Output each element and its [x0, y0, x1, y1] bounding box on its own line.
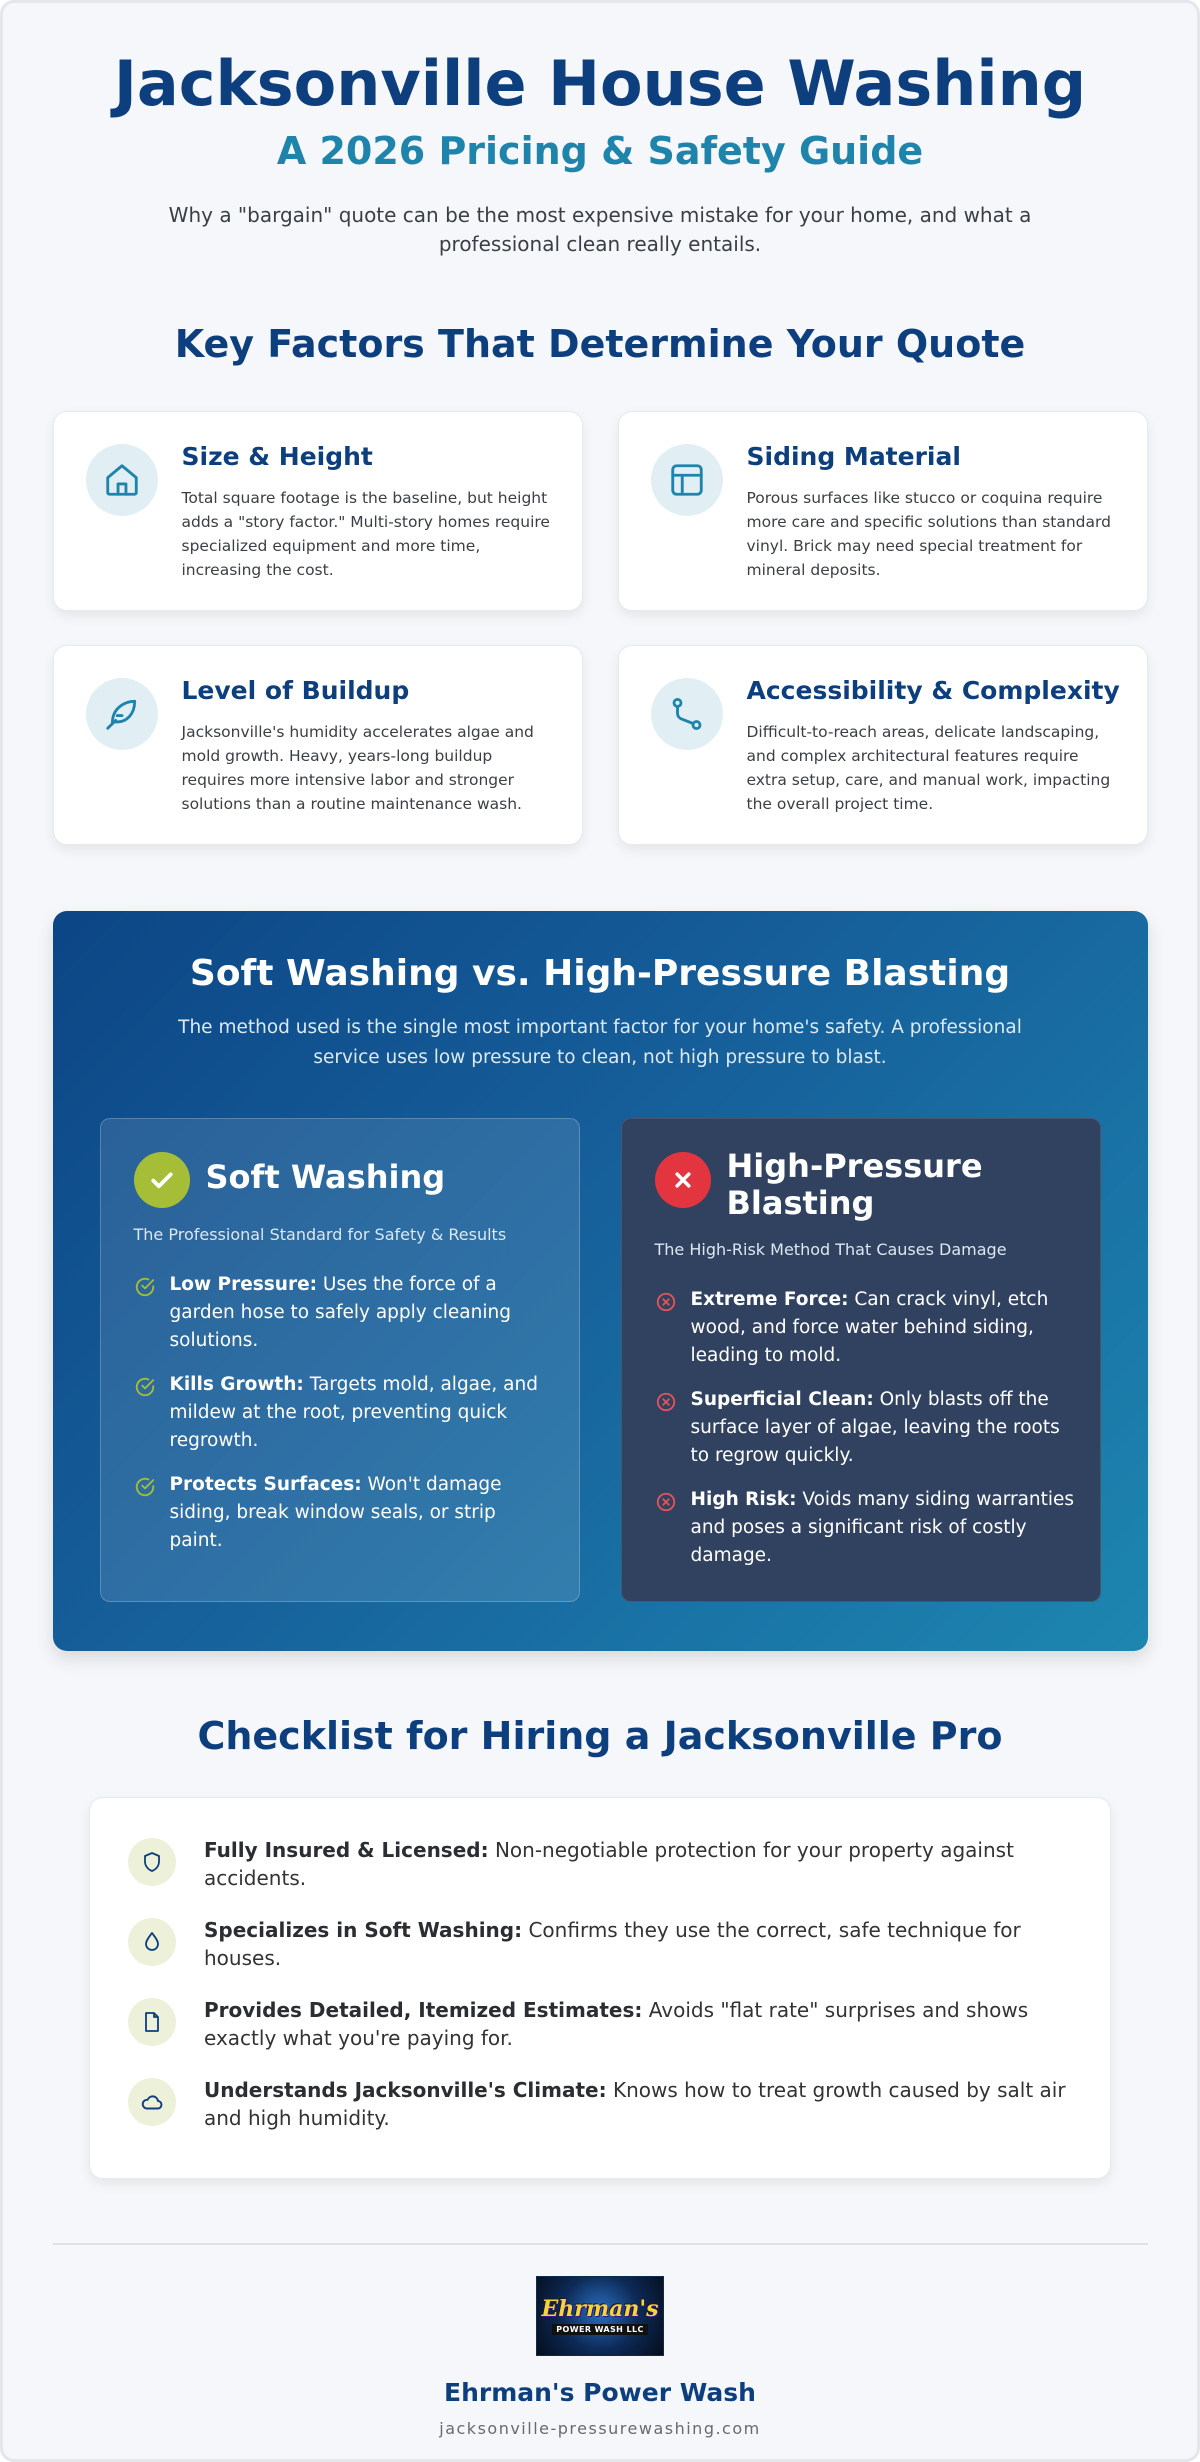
feather-icon: [86, 678, 158, 750]
factor-desc: Total square footage is the baseline, but height adds a "story factor." Multi-story homes require specialized equipment and more time, increasing the cost.: [181, 489, 550, 579]
soft-washing-subtitle: The Professional Standard for Safety & Results: [133, 1225, 507, 1244]
comparison-title: Soft Washing vs. High-Pressure Blasting: [189, 953, 1011, 994]
checklist-title: Checklist for Hiring a Jacksonville Pro: [197, 1714, 1003, 1758]
list-item: [655, 1286, 1075, 1370]
item-label: High Risk:: [690, 1489, 797, 1510]
checklist-label: Understands Jacksonville's Climate:: [204, 2078, 607, 2102]
checklist-card: [89, 1797, 1111, 2179]
soft-washing-list: [134, 1271, 554, 1571]
logo-wordmark: Ehrman's: [541, 2296, 659, 2322]
factor-desc: Jacksonville's humidity accelerates algae and mold growth. Heavy, years-long buildup requires more intensive labor and stronger solutions than a routine maintenance wash.: [181, 723, 534, 813]
website-url[interactable]: jacksonville-pressurewashing.com: [439, 2419, 761, 2438]
factor-desc: Porous surfaces like stucco or coquina require more care and specific solutions than standard vinyl. Brick may need special treatment for mineral deposits.: [746, 489, 1111, 579]
check-circle-icon: [134, 1476, 156, 1507]
item-label: Protects Surfaces:: [169, 1474, 362, 1495]
high-pressure-title: High-Pressure Blasting: [726, 1147, 983, 1222]
item-text: Targets mold, algae, and mildew at the root, preventing quick regrowth.: [169, 1374, 538, 1451]
factor-card-access: [618, 645, 1148, 845]
checklist-label: Provides Detailed, Itemized Estimates:: [204, 1998, 643, 2022]
factor-title: Size & Height: [181, 442, 373, 471]
list-item: [134, 1371, 554, 1455]
x-circle-icon: [655, 1391, 677, 1422]
factor-title: Accessibility & Complexity: [746, 676, 1120, 705]
checklist-text: Confirms they use the correct, safe technique for houses.: [204, 1918, 1021, 1970]
layout-icon: [651, 444, 723, 516]
list-item: [655, 1386, 1075, 1470]
high-pressure-subtitle: The High-Risk Method That Causes Damage: [654, 1240, 1007, 1259]
check-circle-icon: [134, 1376, 156, 1407]
item-text: Only blasts off the surface layer of algae, leaving the roots to regrow quickly.: [690, 1389, 1060, 1466]
list-item: [655, 1486, 1075, 1570]
checklist-item: [128, 1996, 1070, 2052]
checklist-text: Knows how to treat growth caused by salt air and high humidity.: [204, 2078, 1066, 2130]
footer-divider: [53, 2243, 1148, 2245]
factors-grid: [53, 411, 1148, 846]
soft-washing-title: Soft Washing: [205, 1158, 446, 1196]
factor-title: Siding Material: [746, 442, 961, 471]
item-text: Won't damage siding, break window seals, or strip paint.: [169, 1474, 502, 1551]
checkmark-icon: [134, 1152, 190, 1208]
page-subtitle: A 2026 Pricing & Safety Guide: [276, 129, 924, 173]
factor-desc: Difficult-to-reach areas, delicate landscaping, and complex architectural features require extra setup, care, and manual work, impacting the overall project time.: [746, 723, 1111, 813]
factor-card-size: [53, 411, 583, 611]
comparison-desc: The method used is the single most important factor for your home's safety. A professional service uses low pressure to clean, not high pressure to blast.: [178, 1017, 1022, 1068]
item-text: Can crack vinyl, etch wood, and force water behind siding, leading to mold.: [690, 1289, 1049, 1366]
intro-text: Why a "bargain" quote can be the most expensive mistake for your home, and what a professional clean really entails.: [168, 203, 1032, 256]
droplet-icon: [128, 1918, 176, 1966]
factor-title: Level of Buildup: [181, 676, 410, 705]
cloud-icon: [128, 2078, 176, 2126]
item-text: Voids many siding warranties and poses a significant risk of costly damage.: [690, 1489, 1075, 1566]
x-mark-icon: [655, 1152, 711, 1208]
item-label: Extreme Force:: [690, 1289, 849, 1310]
checklist-item: [128, 2076, 1070, 2132]
item-text: Uses the force of a garden hose to safely apply cleaning solutions.: [169, 1274, 511, 1351]
high-pressure-list: [655, 1286, 1075, 1586]
checklist-text: Non-negotiable protection for your property against accidents.: [204, 1838, 1014, 1890]
list-item: [134, 1471, 554, 1555]
checklist-item: [128, 1836, 1070, 1892]
footer: [3, 2276, 1197, 2438]
header: [3, 3, 1197, 259]
soft-washing-panel: [100, 1118, 580, 1602]
logo-subtext: POWER WASH LLC: [552, 2324, 647, 2335]
x-circle-icon: [655, 1491, 677, 1522]
checklist-item: [128, 1916, 1070, 1972]
route-icon: [651, 678, 723, 750]
x-circle-icon: [655, 1291, 677, 1322]
factors-title: Key Factors That Determine Your Quote: [174, 322, 1026, 366]
factor-card-buildup: [53, 645, 583, 845]
item-label: Low Pressure:: [169, 1274, 318, 1295]
page-title: Jacksonville House Washing: [113, 47, 1087, 120]
shield-icon: [128, 1838, 176, 1886]
list-item: [134, 1271, 554, 1355]
check-circle-icon: [134, 1276, 156, 1307]
item-label: Kills Growth:: [169, 1374, 304, 1395]
house-icon: [86, 444, 158, 516]
document-icon: [128, 1998, 176, 2046]
high-pressure-panel: [621, 1118, 1101, 1602]
brand-name: Ehrman's Power Wash: [444, 2378, 756, 2407]
checklist-label: Fully Insured & Licensed:: [204, 1838, 489, 1862]
checklist-text: Avoids "flat rate" surprises and shows exactly what you're paying for.: [204, 1998, 1029, 2050]
brand-logo: [536, 2276, 664, 2356]
checklist-label: Specializes in Soft Washing:: [204, 1918, 523, 1942]
comparison-section: [53, 911, 1148, 1651]
item-label: Superficial Clean:: [690, 1389, 874, 1410]
factor-card-siding: [618, 411, 1148, 611]
